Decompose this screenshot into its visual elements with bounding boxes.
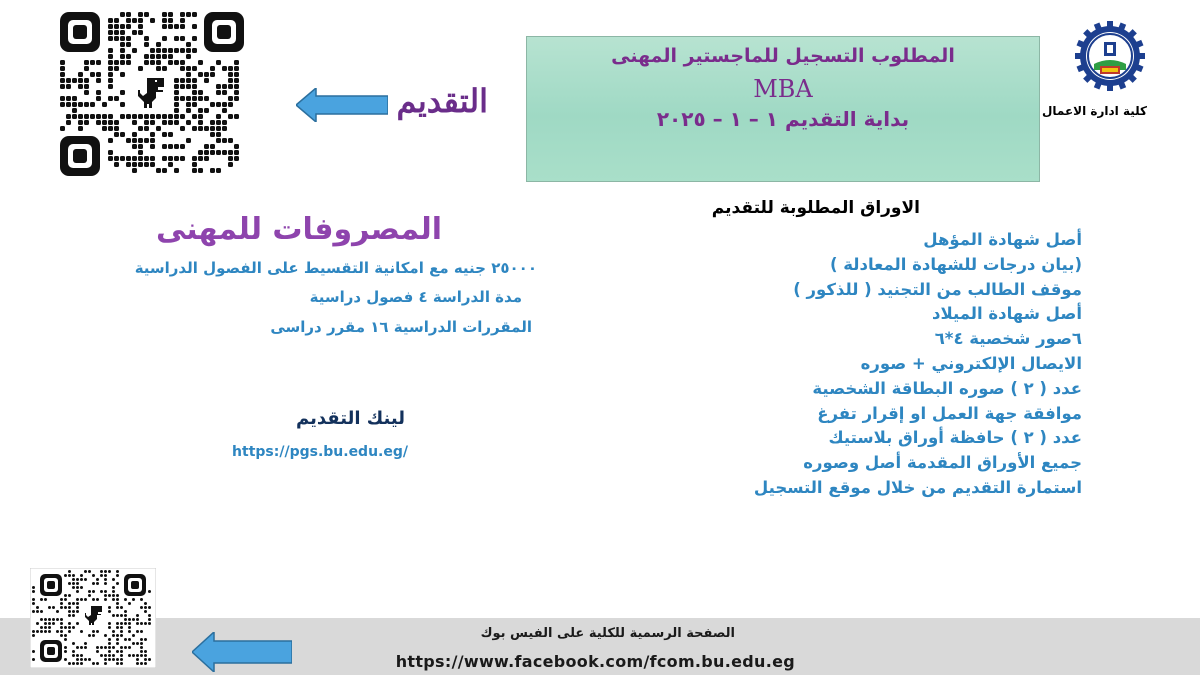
university-logo-icon bbox=[1074, 20, 1146, 92]
qr-code-icon bbox=[30, 568, 156, 668]
fees-amount: ٢٥٠٠٠ جنيه مع امكانية التقسيط على الفصول الدراسية bbox=[134, 259, 537, 277]
title-box bbox=[526, 36, 1040, 182]
list-item: موافقة جهة العمل او إقرار تفرغ bbox=[817, 403, 1082, 423]
study-duration: مدة الدراسة ٤ فصول دراسية bbox=[309, 288, 522, 306]
start-date: بداية التقديم ١ – ١ – ٢٠٢٥ bbox=[656, 107, 910, 131]
apply-label: التقديم bbox=[396, 82, 488, 120]
list-item: أصل شهادة المؤهل bbox=[923, 230, 1082, 249]
qr-code-top[interactable] bbox=[58, 10, 246, 178]
apply-link[interactable]: https://pgs.bu.edu.eg/ bbox=[232, 444, 408, 460]
dinosaur-icon bbox=[132, 74, 168, 110]
qr-code-icon bbox=[58, 10, 246, 178]
list-item: الايصال الإلكتروني + صوره bbox=[860, 353, 1082, 373]
facebook-link[interactable]: https://www.facebook.com/fcom.bu.edu.eg bbox=[395, 652, 795, 671]
list-item: عدد ( ٢ ) صوره البطاقة الشخصية bbox=[812, 378, 1082, 398]
title-line: المطلوب التسجيل للماجستير المهنى bbox=[611, 45, 955, 67]
list-item: أصل شهادة الميلاد bbox=[932, 304, 1082, 324]
apply-link-label: لينك التقديم bbox=[296, 408, 405, 429]
list-item: موقف الطالب من التجنيد ( للذكور ) bbox=[793, 279, 1082, 299]
list-item: ٦صور شخصية ٤*٦ bbox=[934, 329, 1082, 349]
list-item: (بيان درجات للشهادة المعادلة ) bbox=[829, 254, 1082, 274]
dinosaur-icon bbox=[82, 604, 104, 626]
facebook-label: الصفحة الرسمية للكلية على الفيس بوك bbox=[480, 626, 735, 641]
course-count: المقررات الدراسية ١٦ مقرر دراسى bbox=[270, 318, 532, 336]
program-name: MBA bbox=[753, 75, 813, 103]
documents-list bbox=[754, 228, 1082, 501]
documents-heading: الاوراق المطلوبة للتقديم bbox=[711, 198, 920, 218]
qr-code-bottom[interactable] bbox=[30, 568, 156, 668]
list-item: جميع الأوراق المقدمة أصل وصوره bbox=[803, 453, 1082, 473]
list-item: استمارة التقديم من خلال موقع التسجيل bbox=[753, 477, 1082, 497]
arrow-left-icon bbox=[296, 88, 388, 122]
fees-heading: المصروفات للمهنى bbox=[155, 212, 442, 247]
arrow-left-icon bbox=[192, 632, 292, 672]
list-item: عدد ( ٢ ) حافظة أوراق بلاستيك bbox=[828, 428, 1082, 448]
college-name: كلية ادارة الاعمال bbox=[1042, 104, 1147, 118]
